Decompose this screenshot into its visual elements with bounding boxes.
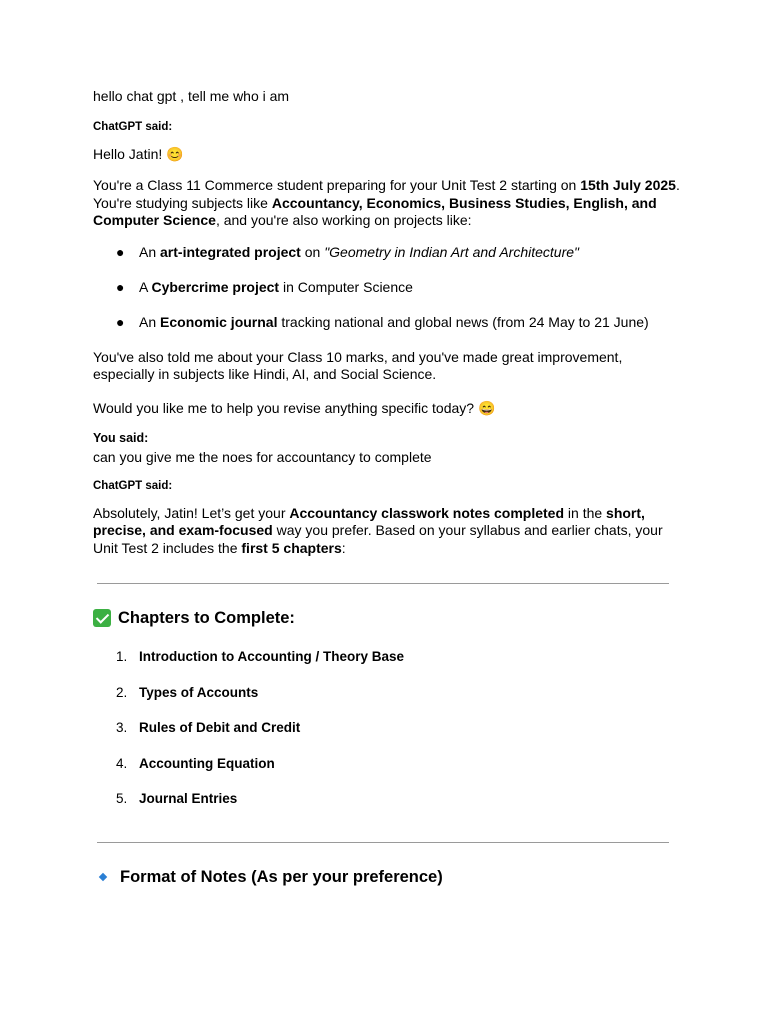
list-item: ● An Economic journal tracking national and global news (from 24 May to 21 June) [116, 313, 649, 330]
check-mark-icon [93, 609, 111, 627]
chapters-heading: Chapters to Complete: [93, 608, 683, 628]
list-item: ● A Cybercrime project in Computer Science [116, 278, 413, 295]
blue-diamond-icon [99, 872, 107, 880]
project-list [93, 244, 683, 332]
list-item: 2. Types of Accounts [116, 684, 259, 700]
bullet-icon: ● [116, 313, 125, 330]
divider [97, 583, 669, 584]
format-heading: Format of Notes (As per your preference) [93, 867, 683, 887]
assistant-notes-intro: Absolutely, Jatin! Let’s get your Accountancy classwork notes completed in the short, precise, and exam-focused way you prefer. Based on your syllabus and earlier chats, your Unit Test 2 includes the first 5 chapters: [93, 504, 663, 556]
list-item: 4. Accounting Equation [116, 755, 275, 771]
assistant-class10-text: You've also told me about your Class 10 marks, and you've made great improvement, especially in subjects like Hindi, AI, and Social Science. [93, 348, 623, 382]
bullet-icon: ● [116, 243, 125, 260]
user-message: hello chat gpt , tell me who i am [93, 88, 290, 104]
assistant-intro: You're a Class 11 Commerce student preparing for your Unit Test 2 starting on 15th July 2025. You're studying subjects like Accountancy, Economics, Business Studies, English, and Computer Science, and you're also working on projects like: [93, 177, 680, 228]
chat-transcript [93, 88, 683, 887]
assistant-question: Would you like me to help you revise anything specific today? 😄 [93, 399, 496, 416]
chapters-list [93, 648, 683, 808]
speaker-label-chatgpt: ChatGPT said: [93, 120, 173, 133]
user-message: can you give me the noes for accountancy to complete [93, 449, 432, 465]
list-item: 1. Introduction to Accounting / Theory Base [116, 649, 405, 664]
speaker-label-user: You said: [93, 431, 149, 445]
list-item: 5. Journal Entries [116, 791, 238, 806]
speaker-label-chatgpt: ChatGPT said: [93, 479, 173, 492]
bullet-icon: ● [116, 278, 125, 295]
list-item: ● An art-integrated project on "Geometry in Indian Art and Architecture" [116, 243, 579, 260]
divider [97, 842, 669, 843]
list-item: 3. Rules of Debit and Credit [116, 720, 301, 735]
assistant-greeting: Hello Jatin! 😊 [93, 145, 184, 162]
